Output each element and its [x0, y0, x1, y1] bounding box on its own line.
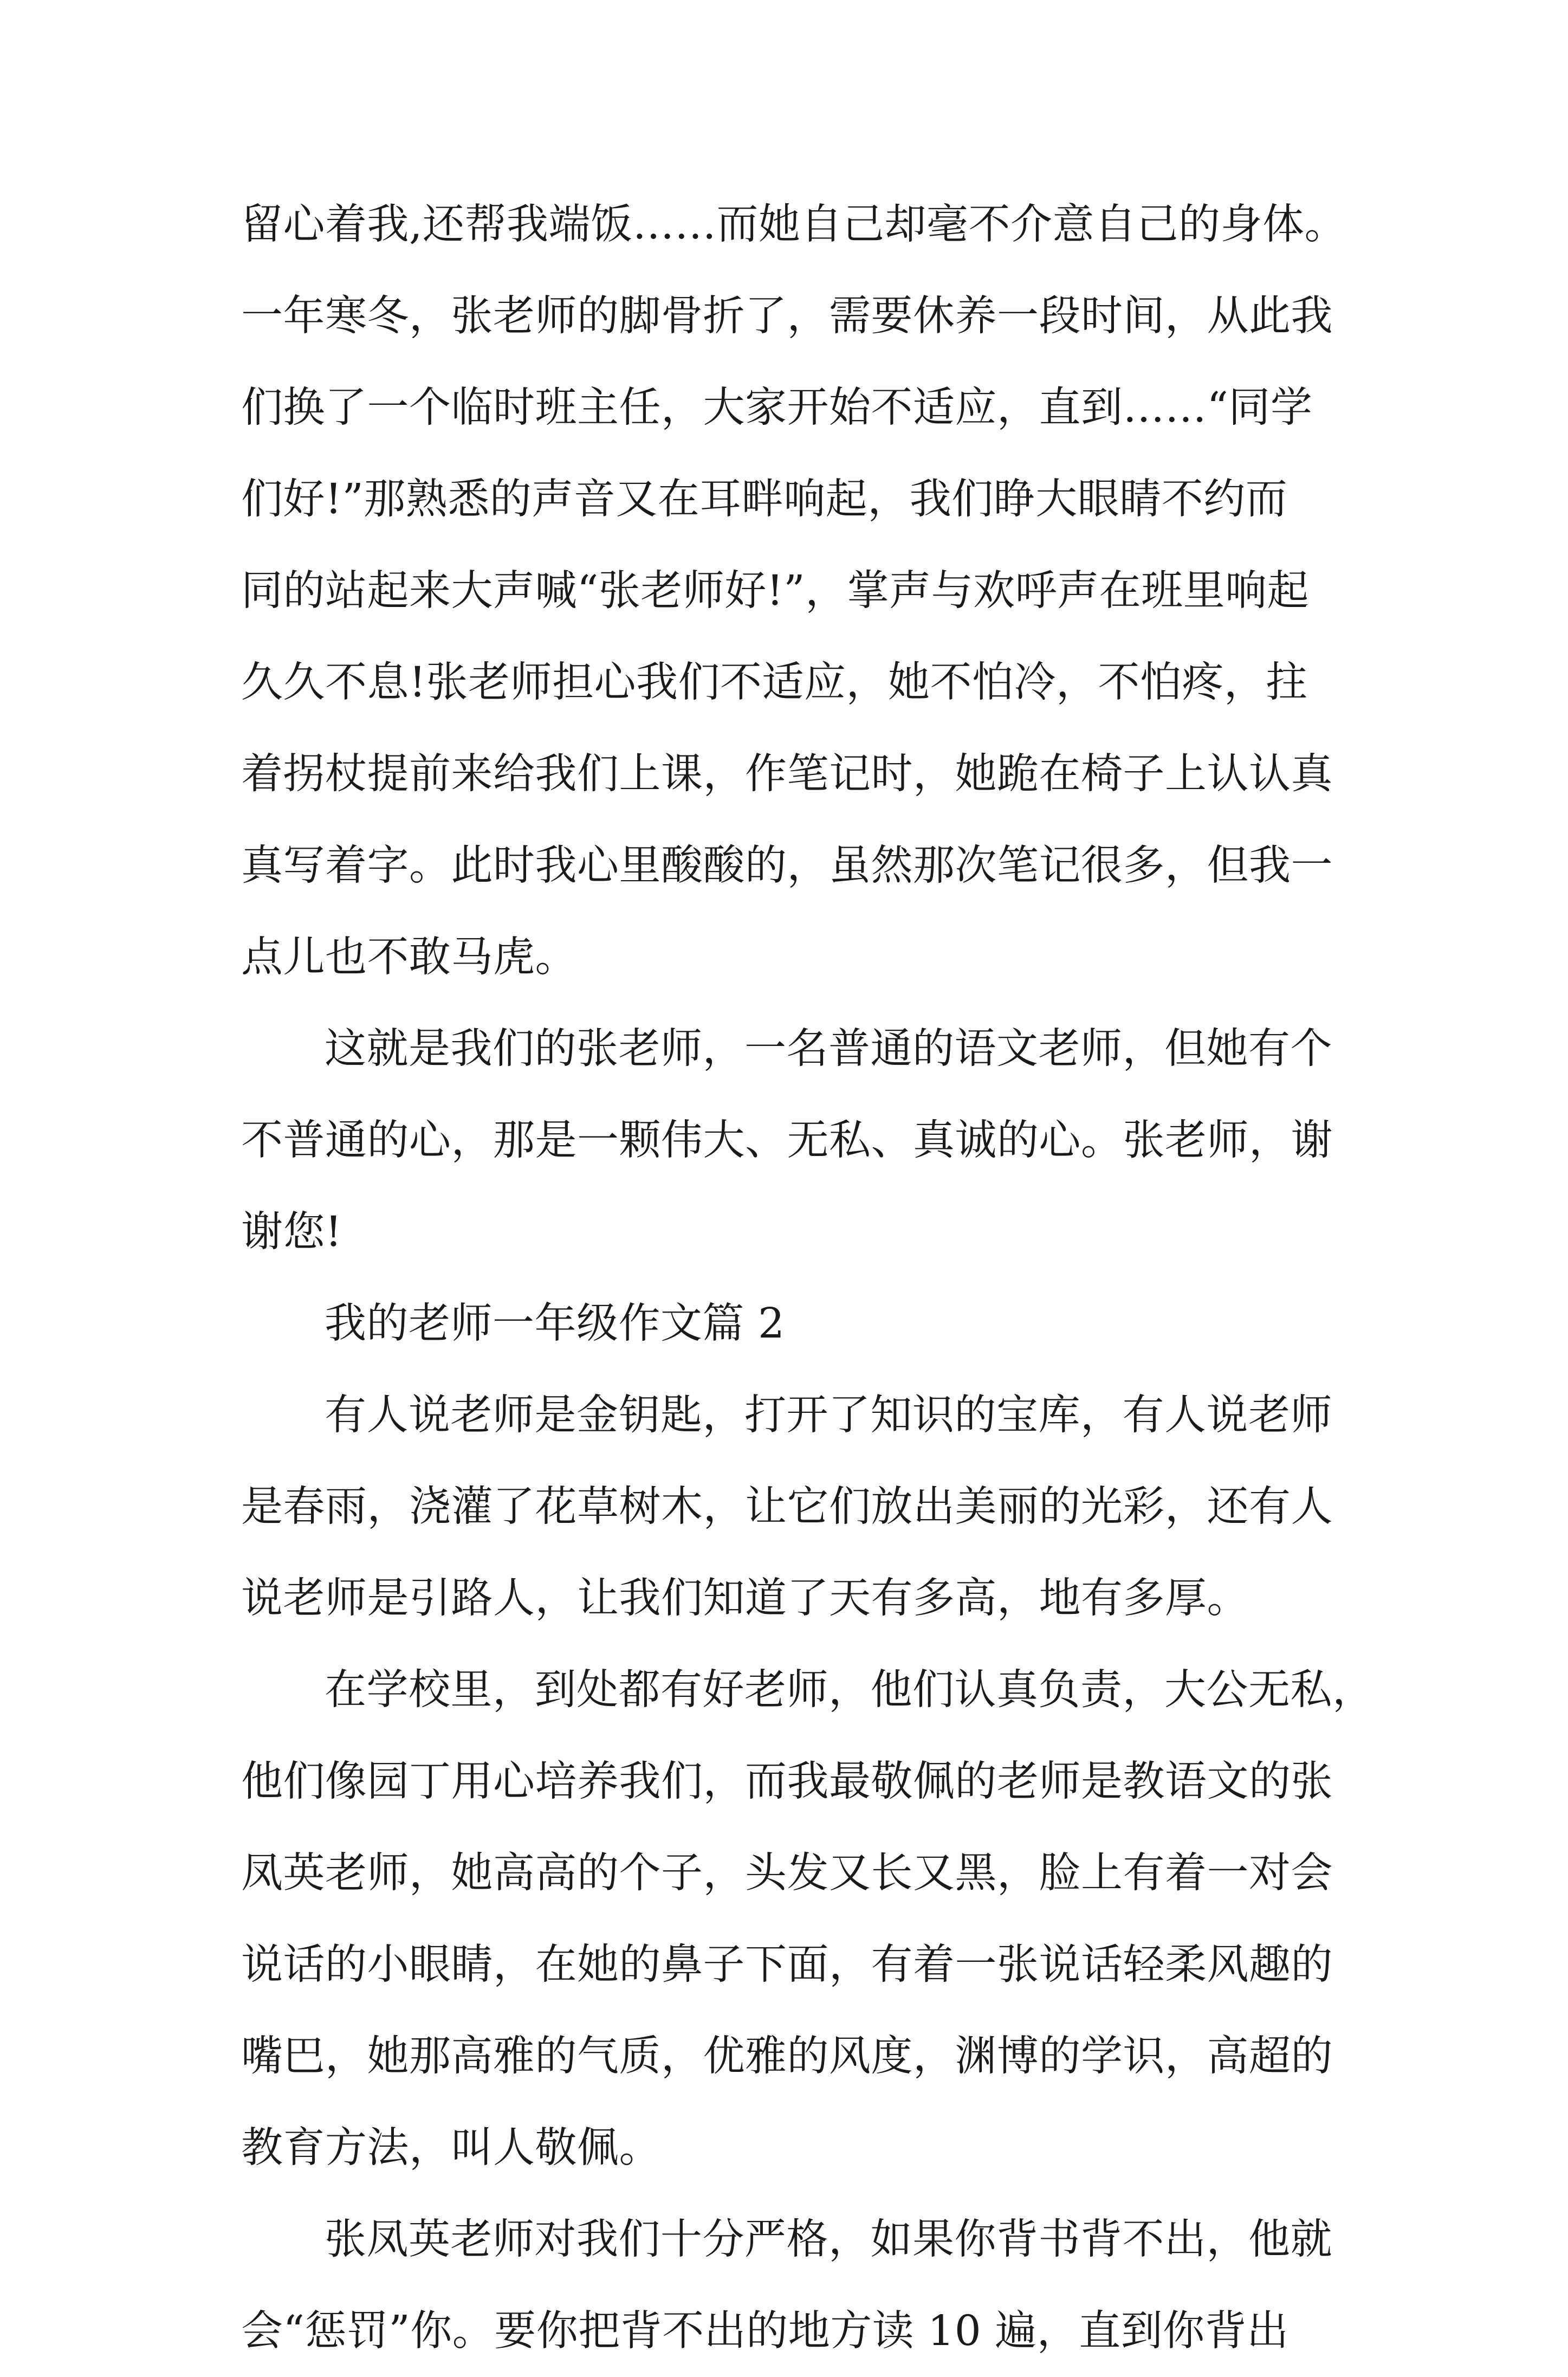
- text-line: 久久不息!张老师担心我们不适应，她不怕冷，不怕疼，拄: [241, 658, 1308, 707]
- text-line: 们好!”那熟悉的声音又在耳畔响起，我们睁大眼睛不约而: [241, 475, 1288, 524]
- text-line: 着拐杖提前来给我们上课，作笔记时，她跪在椅子上认认真: [241, 750, 1333, 798]
- text-line: 嘴巴，她那高雅的气质，优雅的风度，渊博的学识，高超的: [241, 2032, 1333, 2081]
- text-line: 凤英老师，她高高的个子，头发又长又黑，脸上有着一对会: [241, 1849, 1333, 1897]
- paragraph-start-line: 在学校里，到处都有好老师，他们认真负责，大公无私，: [325, 1666, 1375, 1714]
- text-line: 会“惩罚”你。要你把背不出的地方读 10 遍，直到你背出: [241, 2307, 1289, 2355]
- document-body: [241, 179, 1375, 2377]
- text-line: 点儿也不敢马虎。: [241, 933, 577, 981]
- text-line: 真写着字。此时我心里酸酸的，虽然那次笔记很多，但我一: [241, 842, 1333, 890]
- text-line: 教育方法，叫人敬佩。: [241, 2124, 661, 2172]
- paragraph-start-line: 张凤英老师对我们十分严格，如果你背书背不出，他就: [325, 2215, 1332, 2264]
- text-line: 们换了一个临时班主任，大家开始不适应，直到……“同学: [241, 384, 1313, 432]
- text-line: 说话的小眼睛，在她的鼻子下面，有着一张说话轻柔风趣的: [241, 1941, 1333, 1989]
- text-line: 是春雨，浇灌了花草树木，让它们放出美丽的光彩，还有人: [241, 1483, 1333, 1531]
- text-line: 不普通的心，那是一颗伟大、无私、真诚的心。张老师，谢: [241, 1116, 1333, 1165]
- paragraph-start-line: 我的老师一年级作文篇 2: [325, 1300, 785, 1348]
- paragraph-start-line: 这就是我们的张老师，一名普通的语文老师，但她有个: [325, 1025, 1332, 1073]
- text-line: 谢您!: [241, 1208, 342, 1256]
- text-line: 同的站起来大声喊“张老师好!”，掌声与欢呼声在班里响起: [241, 567, 1310, 615]
- paragraph-start-line: 有人说老师是金钥匙，打开了知识的宝库，有人说老师: [325, 1391, 1332, 1439]
- text-line: 一年寒冬，张老师的脚骨折了，需要休养一段时间，从此我: [241, 292, 1333, 340]
- text-line: 留心着我,还帮我端饭……而她自己却毫不介意自己的身体。: [241, 201, 1346, 249]
- text-line: 说老师是引路人，让我们知道了天有多高，地有多厚。: [241, 1574, 1249, 1623]
- text-line: 他们像园丁用心培养我们，而我最敬佩的老师是教语文的张: [241, 1758, 1333, 1806]
